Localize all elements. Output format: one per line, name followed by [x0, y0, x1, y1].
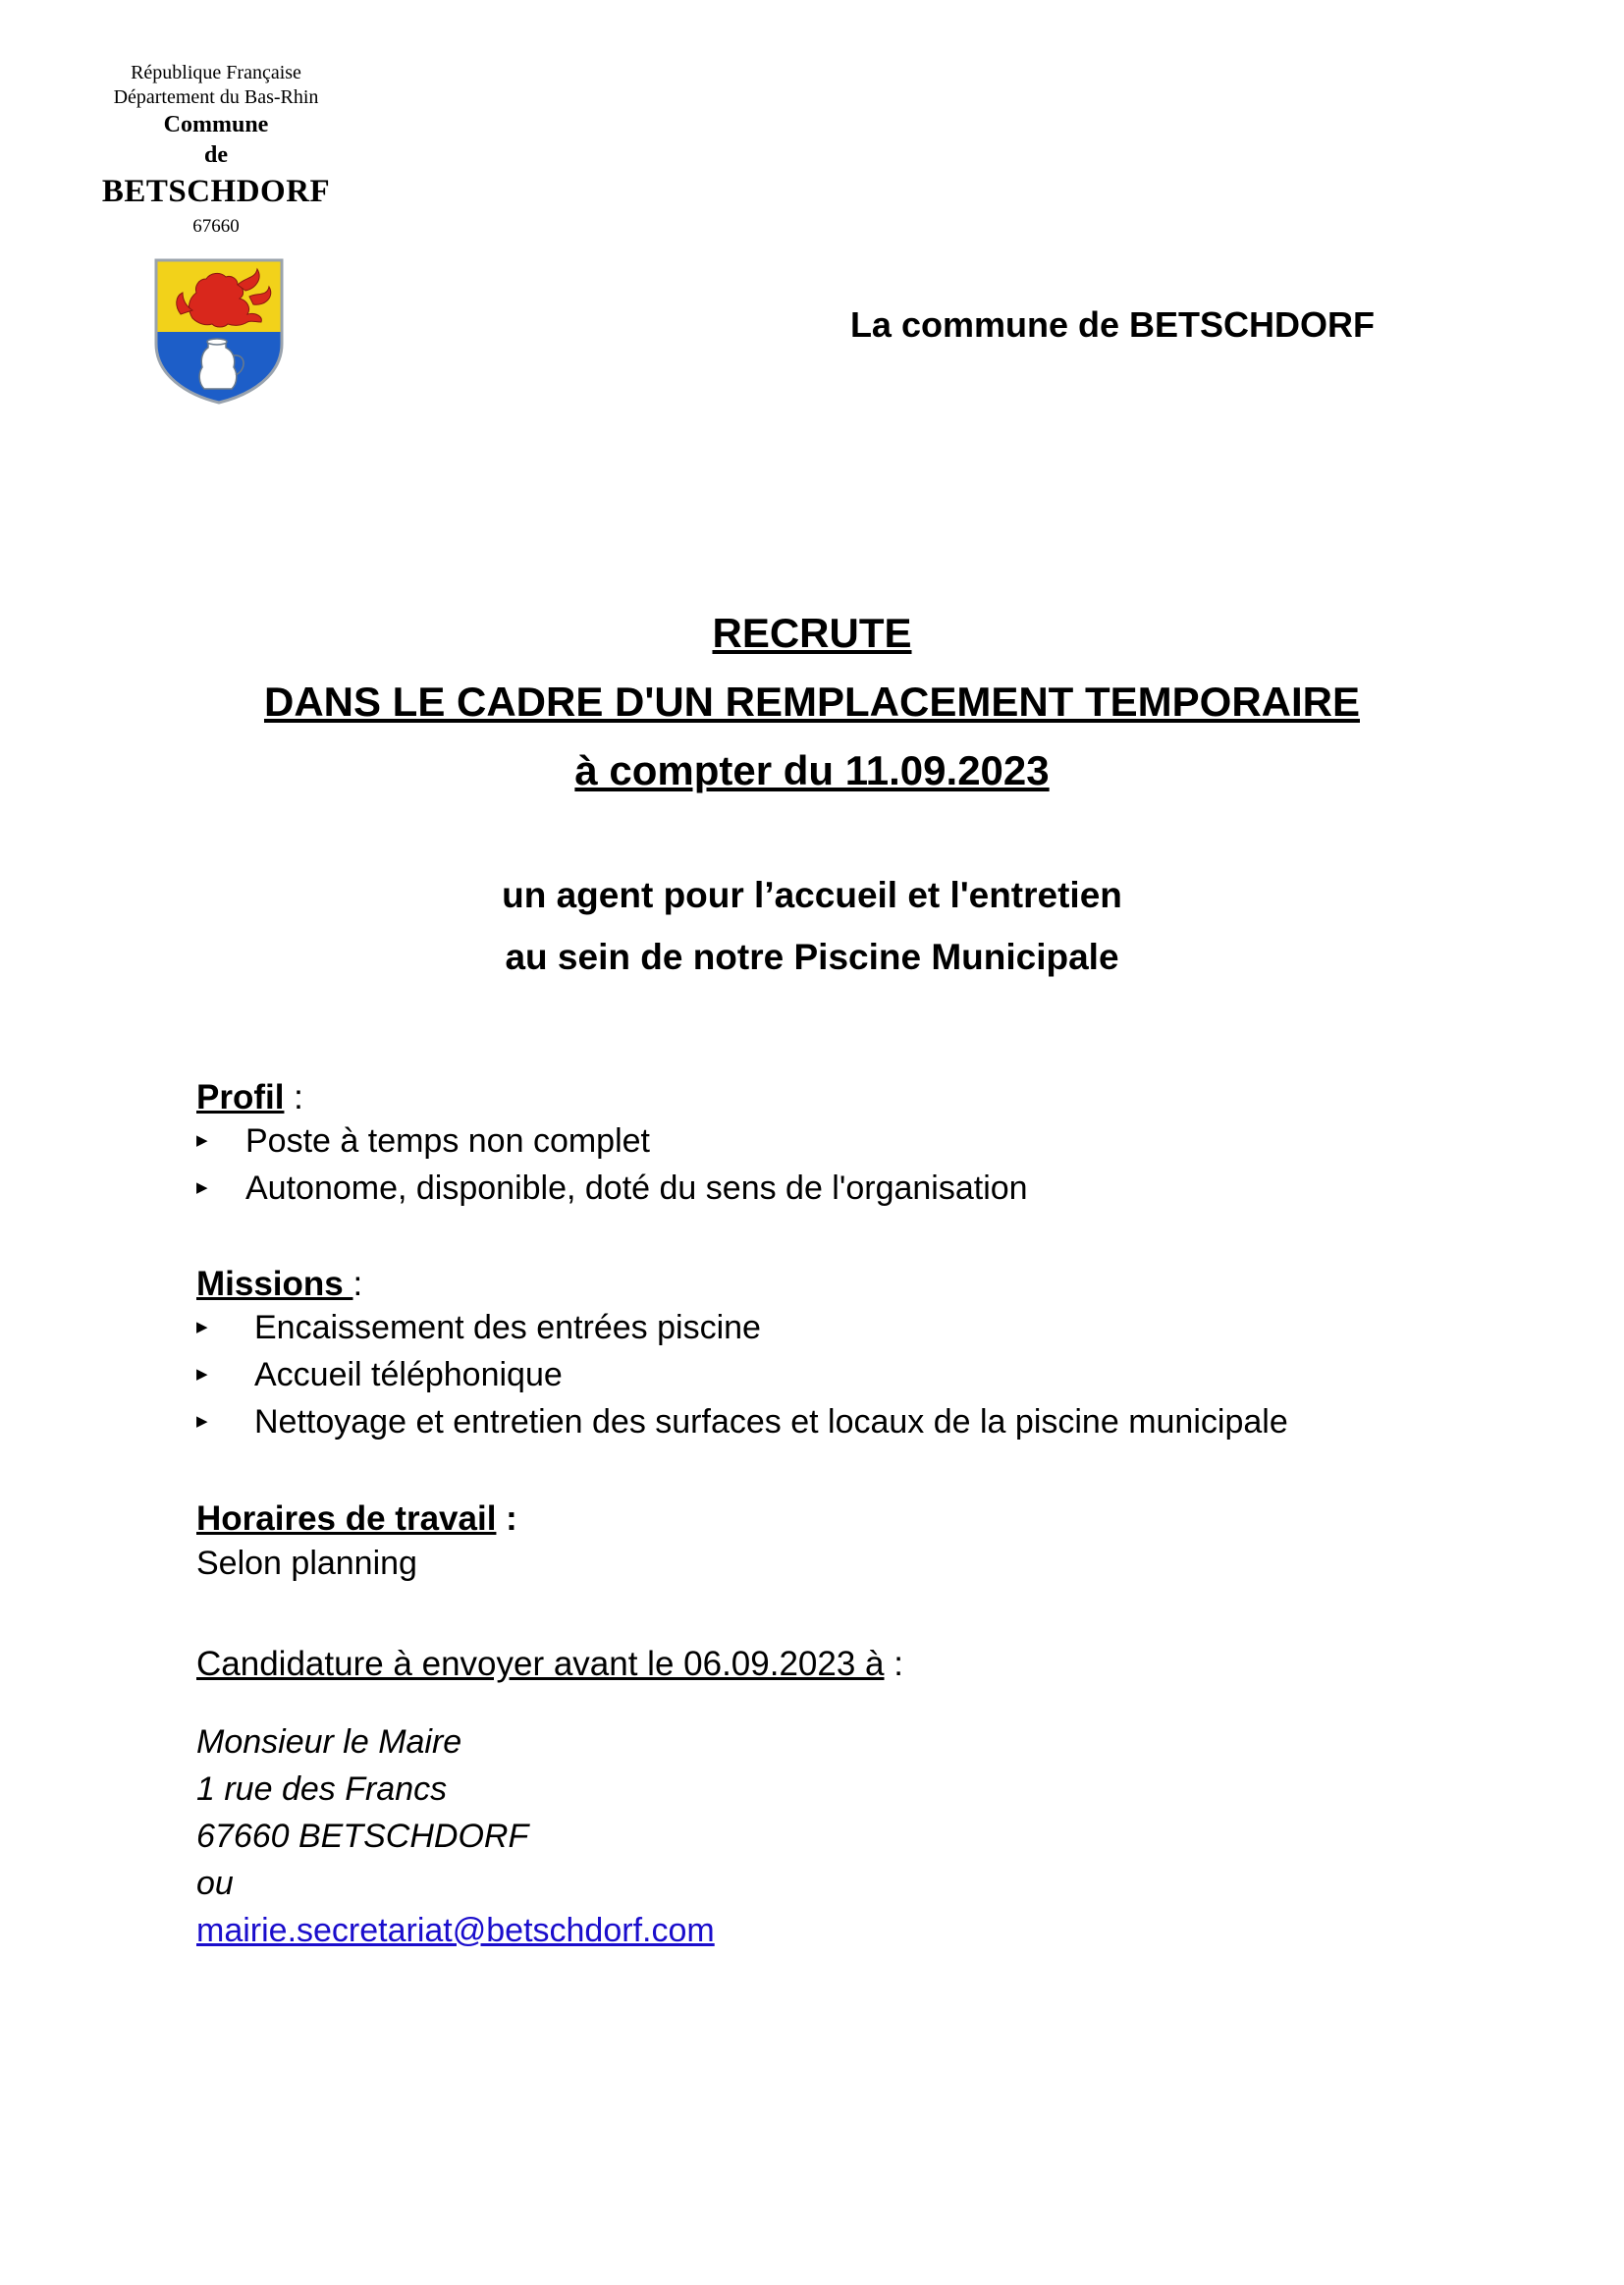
- email-link[interactable]: mairie.secretariat@betschdorf.com: [196, 1912, 715, 1949]
- list-item: [196, 1398, 1473, 1445]
- coat-of-arms-icon: [153, 257, 285, 405]
- department-label: Département du Bas-Rhin: [113, 86, 319, 108]
- triangle-right-icon: ▶: [196, 1319, 208, 1335]
- list-item: [196, 1165, 1473, 1212]
- address-city: 67660 BETSCHDORF: [196, 1818, 529, 1855]
- letterhead: [69, 61, 363, 242]
- triangle-right-icon: ▶: [196, 1366, 208, 1383]
- horaires-section: [196, 1499, 1473, 1588]
- triangle-right-icon: ▶: [196, 1132, 208, 1149]
- candidature-colon: :: [884, 1645, 903, 1683]
- heading-line-1: RECRUTE: [712, 610, 912, 656]
- position-description: [0, 864, 1624, 988]
- recruitment-heading: [0, 599, 1624, 805]
- missions-list: [196, 1304, 1473, 1445]
- mailing-address: [196, 1718, 1178, 1907]
- profil-colon: :: [284, 1078, 303, 1116]
- address-recipient: Monsieur le Maire: [196, 1723, 462, 1761]
- list-item-text: Accueil téléphonique: [254, 1356, 563, 1393]
- profil-list: [196, 1117, 1473, 1212]
- missions-heading: [196, 1265, 1473, 1304]
- list-item-text: Nettoyage et entretien des surfaces et locaux de la piscine municipale: [254, 1403, 1288, 1441]
- horaires-value: Selon planning: [196, 1545, 417, 1582]
- triangle-right-icon: ▶: [196, 1413, 208, 1430]
- profil-section: [196, 1078, 1473, 1212]
- profil-label: Profil: [196, 1078, 285, 1116]
- list-item: [196, 1304, 1473, 1351]
- position-line-1: un agent pour l’accueil et l'entretien: [502, 875, 1122, 915]
- org-title: La commune de BETSCHDORF: [849, 304, 1375, 345]
- list-item: [196, 1117, 1473, 1165]
- list-item-text: Autonome, disponible, doté du sens de l'organisation: [245, 1170, 1028, 1207]
- candidature-text: Candidature à envoyer avant le 06.09.2023 à: [196, 1645, 885, 1683]
- list-item: [196, 1351, 1473, 1398]
- de-label: de: [204, 142, 228, 168]
- address-or: ou: [196, 1865, 234, 1902]
- missions-label: Missions: [196, 1265, 353, 1303]
- republic-label: République Française: [131, 62, 301, 83]
- horaires-label: Horaires de travail: [196, 1499, 497, 1538]
- heading-line-3: à compter du 11.09.2023: [574, 747, 1050, 793]
- position-line-2: au sein de notre Piscine Municipale: [505, 937, 1119, 977]
- list-item-text: Poste à temps non complet: [245, 1122, 651, 1160]
- missions-section: [196, 1265, 1473, 1445]
- postcode: 67660: [192, 216, 240, 237]
- horaires-colon: :: [496, 1499, 517, 1538]
- address-street: 1 rue des Francs: [196, 1770, 448, 1808]
- commune-label: Commune: [163, 112, 269, 137]
- candidature-line: [196, 1645, 1473, 1684]
- list-item-text: Encaissement des entrées piscine: [254, 1309, 761, 1346]
- horaires-heading: [196, 1499, 1473, 1539]
- town-name: BETSCHDORF: [101, 174, 331, 209]
- heading-line-2: DANS LE CADRE D'UN REMPLACEMENT TEMPORAIRE: [263, 679, 1360, 725]
- missions-colon: :: [352, 1265, 363, 1303]
- triangle-right-icon: ▶: [196, 1179, 208, 1196]
- profil-heading: [196, 1078, 1473, 1117]
